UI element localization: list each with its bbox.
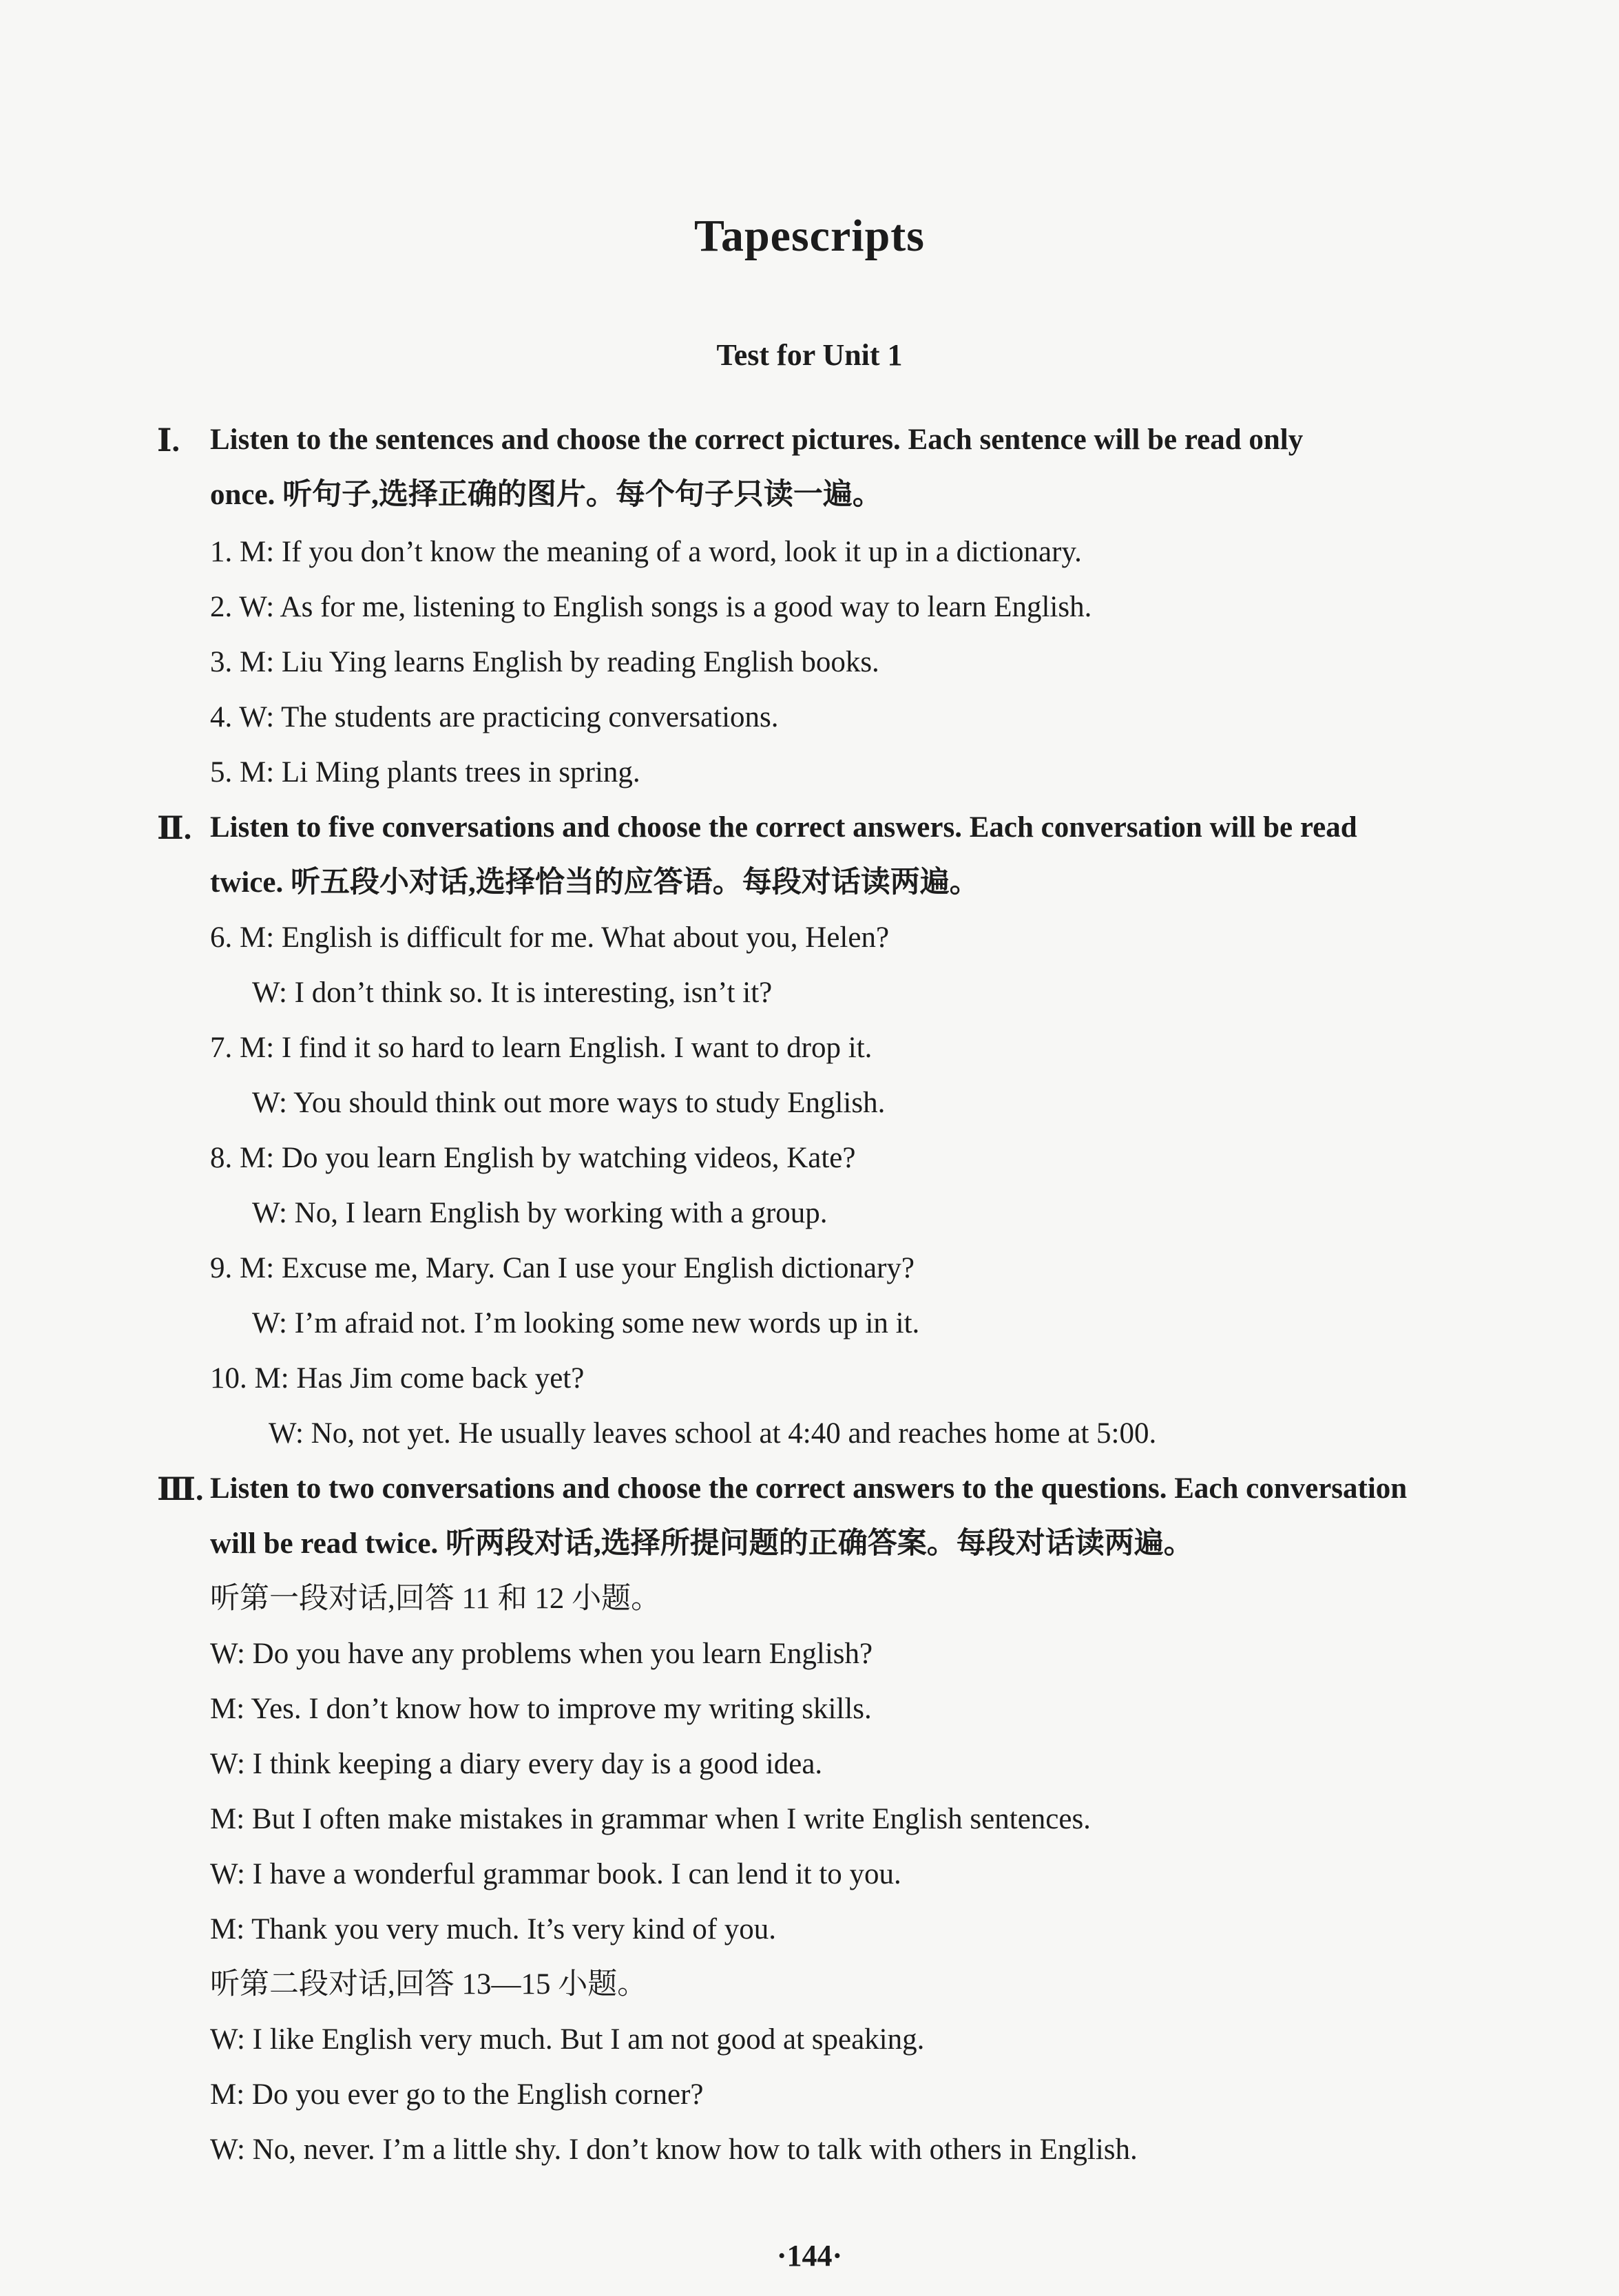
- script-line: 4. W: The students are practicing conversations.: [210, 701, 779, 733]
- script-line: W: Do you have any problems when you learn English?: [210, 1638, 873, 1670]
- script-line: W: I have a wonderful grammar book. I can lend it to you.: [210, 1858, 901, 1890]
- script-line: 1. M: If you don’t know the meaning of a word, look it up in a dictionary.: [210, 536, 1082, 568]
- section-3-instruction-line2: will be read twice. 听两段对话,选择所提问题的正确答案。每段对话读两遍。: [210, 1527, 1193, 1560]
- script-line: W: I like English very much. But I am not good at speaking.: [210, 2023, 925, 2056]
- script-line: W: No, never. I’m a little shy. I don’t know how to talk with others in English.: [210, 2133, 1138, 2166]
- script-line: 9. M: Excuse me, Mary. Can I use your English dictionary?: [210, 1252, 915, 1284]
- section-3-instruction-line1: Listen to two conversations and choose the correct answers to the questions. Each conversation: [210, 1472, 1408, 1505]
- script-line: M: But I often make mistakes in grammar when I write English sentences.: [210, 1803, 1091, 1835]
- script-line: 3. M: Liu Ying learns English by reading English books.: [210, 646, 879, 678]
- section-1-numeral: Ⅰ.: [157, 423, 180, 458]
- page-title: Tapescripts: [694, 211, 925, 261]
- script-line: W: I don’t think so. It is interesting, isn’t it?: [252, 977, 773, 1009]
- page-subtitle: Test for Unit 1: [716, 338, 903, 372]
- script-line: W: I’m afraid not. I’m looking some new words up in it.: [252, 1307, 920, 1339]
- script-line: 8. M: Do you learn English by watching videos, Kate?: [210, 1142, 856, 1174]
- script-line: 7. M: I find it so hard to learn English. I want to drop it.: [210, 1032, 873, 1064]
- script-line: W: You should think out more ways to study English.: [252, 1087, 886, 1119]
- script-line: 2. W: As for me, listening to English songs is a good way to learn English.: [210, 591, 1092, 623]
- script-line: 5. M: Li Ming plants trees in spring.: [210, 756, 640, 789]
- script-line: 10. M: Has Jim come back yet?: [210, 1362, 585, 1395]
- section-2-instruction-line1: Listen to five conversations and choose the correct answers. Each conversation will be read: [210, 811, 1357, 844]
- section-1-instruction-line1: Listen to the sentences and choose the correct pictures. Each sentence will be read only: [210, 424, 1304, 456]
- script-line: W: No, not yet. He usually leaves school at 4:40 and reaches home at 5:00.: [269, 1417, 1157, 1450]
- script-line: M: Thank you very much. It’s very kind of you.: [210, 1913, 777, 1945]
- script-line: W: No, I learn English by working with a group.: [252, 1197, 828, 1229]
- script-line: 6. M: English is difficult for me. What about you, Helen?: [210, 921, 890, 954]
- script-line: M: Yes. I don’t know how to improve my writing skills.: [210, 1693, 872, 1725]
- script-line: 听第二段对话,回答 13—15 小题。: [210, 1968, 647, 2001]
- script-line: M: Do you ever go to the English corner?: [210, 2078, 704, 2111]
- script-line: W: I think keeping a diary every day is a good idea.: [210, 1748, 823, 1780]
- script-line: 听第一段对话,回答 11 和 12 小题。: [210, 1583, 661, 1615]
- section-1-instruction-line2: once. 听句子,选择正确的图片。每个句子只读一遍。: [210, 479, 882, 511]
- section-3-numeral: Ⅲ.: [157, 1472, 204, 1507]
- section-2-instruction-line2: twice. 听五段小对话,选择恰当的应答语。每段对话读两遍。: [210, 866, 979, 899]
- page-number: ·144·: [776, 2239, 843, 2273]
- section-2-numeral: Ⅱ.: [157, 811, 192, 846]
